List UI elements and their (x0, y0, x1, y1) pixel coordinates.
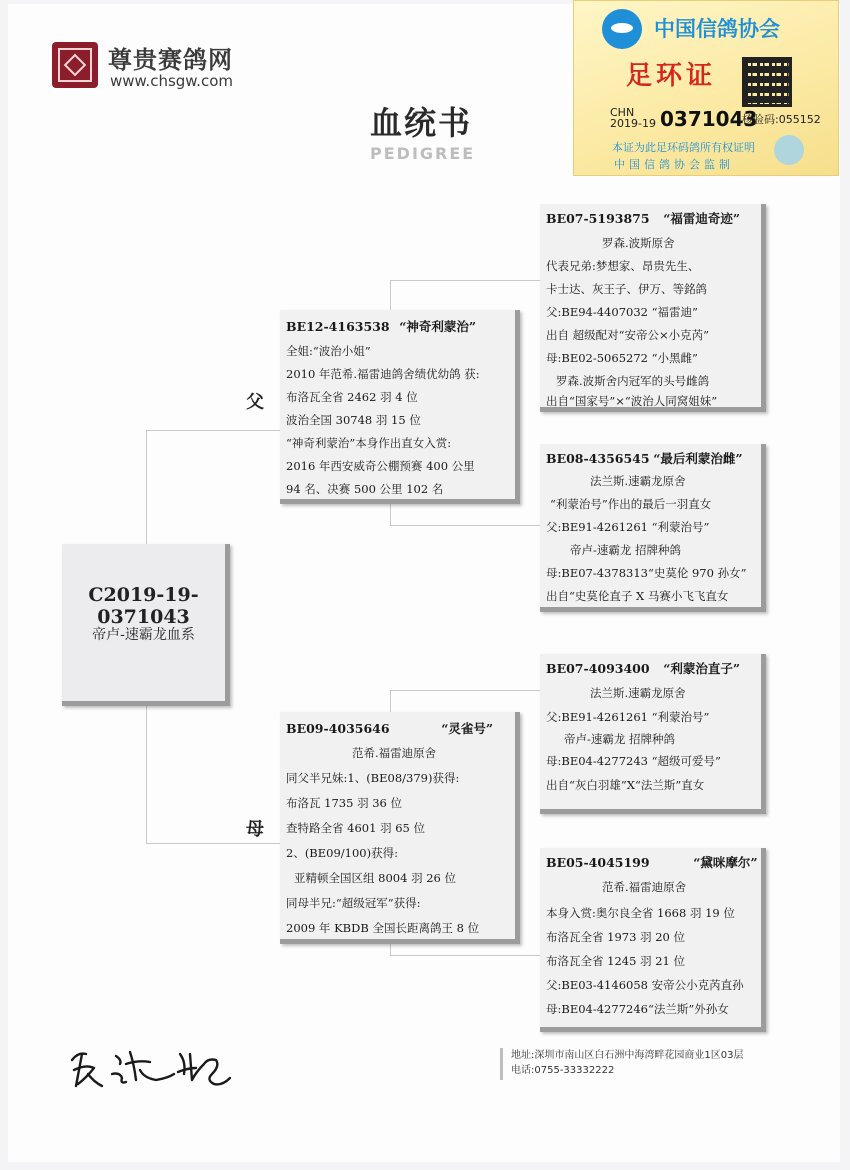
sire-name: “神奇利蒙治” (399, 319, 477, 334)
sire-line: 波治全国 30748 羽 15 位 (286, 413, 421, 427)
connector-line (146, 843, 280, 844)
sire-dam-line: 法兰斯.速霸龙原舍 (590, 474, 686, 488)
dam-sire-line: 帝卢-速霸龙 招牌种鸽 (564, 732, 676, 746)
connector-line (390, 955, 540, 956)
dam-dam-line: 范希.福雷迪原舍 (602, 880, 687, 894)
dam-card (280, 712, 520, 944)
cert-title: 足环证 (626, 61, 717, 91)
site-url: www.chsgw.com (110, 72, 233, 90)
page-title: 血统书 (370, 104, 473, 142)
connector-line (146, 706, 147, 844)
dam-sire-name: “利蒙治直子” (663, 661, 741, 676)
dam-sire-line: 法兰斯.速霸龙原舍 (590, 686, 686, 700)
sire-line: “神奇利蒙治”本身作出直女入赏: (286, 436, 452, 450)
sire-ring: BE12-4163538 (286, 319, 390, 334)
dam-sire-card (540, 654, 766, 814)
mother-label: 母 (246, 819, 264, 840)
pigeon-association-logo-icon (602, 9, 642, 49)
connector-line (390, 690, 391, 712)
page-subtitle: PEDIGREE (370, 144, 476, 163)
dam-dam-line: 布洛瓦全省 1973 羽 20 位 (546, 930, 686, 944)
cert-supervision: 中国信鸽协会监制 (614, 158, 734, 171)
dam-dam-line: 布洛瓦全省 1245 羽 21 位 (546, 954, 686, 968)
connector-line (390, 280, 391, 312)
sire-dam-line: 帝卢-速霸龙 招牌种鸽 (570, 543, 682, 557)
dam-line: 2、(BE09/100)获得: (286, 846, 398, 860)
sire-sire-line: 父:BE94-4407032 “福雷迪” (546, 305, 698, 319)
dam-dam-line: 父:BE03-4146058 安帝公小克芮直孙 (546, 978, 744, 992)
sire-line: 2016 年西安威奇公棚预赛 400 公里 (286, 459, 475, 473)
connector-line (390, 690, 540, 691)
connector-line (390, 280, 540, 281)
seal-icon (774, 135, 804, 165)
father-label: 父 (246, 392, 264, 413)
site-name: 尊贵赛鸽网 (108, 46, 233, 74)
cert-country-year (610, 107, 656, 129)
sire-dam-line: 出自“史莫伦直子 X 马赛小飞飞直女 (546, 589, 729, 603)
sire-sire-line: 出自 超级配对“安帝公×小克芮” (546, 328, 710, 342)
dam-dam-line: 本身入赏:奥尔良全省 1668 羽 19 位 (546, 906, 735, 920)
dam-line: 同父半兄妹:1、(BE08/379)获得: (286, 771, 460, 785)
sire-sire-name: “福雷迪奇迹” (663, 211, 741, 226)
main-pigeon-card (62, 544, 230, 706)
sire-sire-line: 母:BE02-5065272 “小黑雌” (546, 351, 698, 365)
sire-dam-name: “最后利蒙治雌” (653, 451, 743, 466)
sire-sire-card (540, 204, 766, 412)
sire-sire-line: 代表兄弟:梦想家、昂贵先生、 (546, 259, 700, 273)
sire-dam-line: 父:BE91-4261261 “利蒙治号” (546, 520, 710, 534)
dam-dam-name: “黛咪摩尔” (693, 855, 758, 870)
sire-sire-line: 罗森.波斯舍内冠军的头号雌鸽 (556, 374, 710, 388)
main-bloodline: 帝卢-速霸龙血系 (92, 627, 195, 643)
dam-dam-card (540, 848, 766, 1032)
dam-dam-ring: BE05-4045199 (546, 855, 650, 870)
contact-block (500, 1048, 791, 1080)
sire-line: 布洛瓦全省 2462 羽 4 位 (286, 390, 418, 404)
site-logo-icon (52, 42, 98, 88)
dam-name: “灵雀号” (441, 721, 494, 736)
connector-line (390, 525, 540, 526)
dam-sire-line: 母:BE04-4277243 “超级可爱号” (546, 754, 721, 768)
dam-line: 2009 年 KBDB 全国长距离鸽王 8 位 (286, 921, 480, 935)
sire-dam-line: 母:BE07-4378313“史莫伦 970 孙女” (546, 566, 747, 580)
connector-line (390, 942, 391, 956)
sire-line: 全姐:“波治小姐” (286, 344, 371, 358)
cert-year: 2019-19 (610, 117, 656, 130)
dam-line: 范希.福雷迪原舍 (352, 746, 437, 760)
sire-line: 94 名、决赛 500 公里 102 名 (286, 482, 444, 496)
sire-sire-ring: BE07-5193875 (546, 211, 650, 226)
dam-line: 布洛瓦 1735 羽 36 位 (286, 796, 403, 810)
dam-sire-ring: BE07-4093400 (546, 661, 650, 676)
dam-sire-line: 出自“灰白羽雄”X“法兰斯”直女 (546, 778, 705, 792)
phone: 电话:0755-33332222 (511, 1065, 615, 1076)
sire-dam-ring: BE08-4356545 (546, 451, 650, 466)
connector-line (146, 430, 280, 431)
address: 地址:深圳市南山区白石洲中海湾畔花园商业1区03层 (511, 1050, 744, 1061)
sire-line: 2010 年范希.福雷迪鸽舍绩优幼鸽 获: (286, 367, 480, 381)
qr-code-icon (742, 57, 792, 107)
dam-dam-line: 母:BE04-4277246“法兰斯”外孙女 (546, 1002, 729, 1016)
sire-dam-line: “利蒙治号”作出的最后一羽直女 (550, 497, 712, 511)
dam-line: 同母半兄:“超级冠军”获得: (286, 896, 421, 910)
cert-ring-number: 0371043 (660, 107, 758, 131)
ring-certificate (573, 0, 839, 176)
connector-line (146, 430, 147, 546)
sire-sire-line: 罗森.波斯原舍 (602, 236, 675, 250)
sire-card (280, 310, 520, 504)
cert-organization: 中国信鸽协会 (654, 17, 780, 41)
sire-dam-card (540, 444, 766, 612)
cert-serial: 核验码:055152 (742, 113, 821, 126)
cert-country: CHN (610, 106, 635, 119)
handwritten-signature (64, 1034, 244, 1094)
dam-ring: BE09-4035646 (286, 721, 390, 736)
cert-note: 本证为此足环码鸽所有权证明 (612, 141, 755, 154)
dam-line: 亚精顿全国区组 8004 羽 26 位 (294, 871, 457, 885)
sire-sire-line: 卡士达、灰王子、伊万、等銘鸽 (546, 282, 707, 296)
dam-line: 查特路全省 4601 羽 65 位 (286, 821, 426, 835)
main-ring-number: C2019-19-0371043 (88, 584, 199, 628)
dam-sire-line: 父:BE91-4261261 “利蒙治号” (546, 710, 710, 724)
sire-sire-line: 出自“国家号”×“波治人同窝姐妹” (546, 394, 718, 408)
